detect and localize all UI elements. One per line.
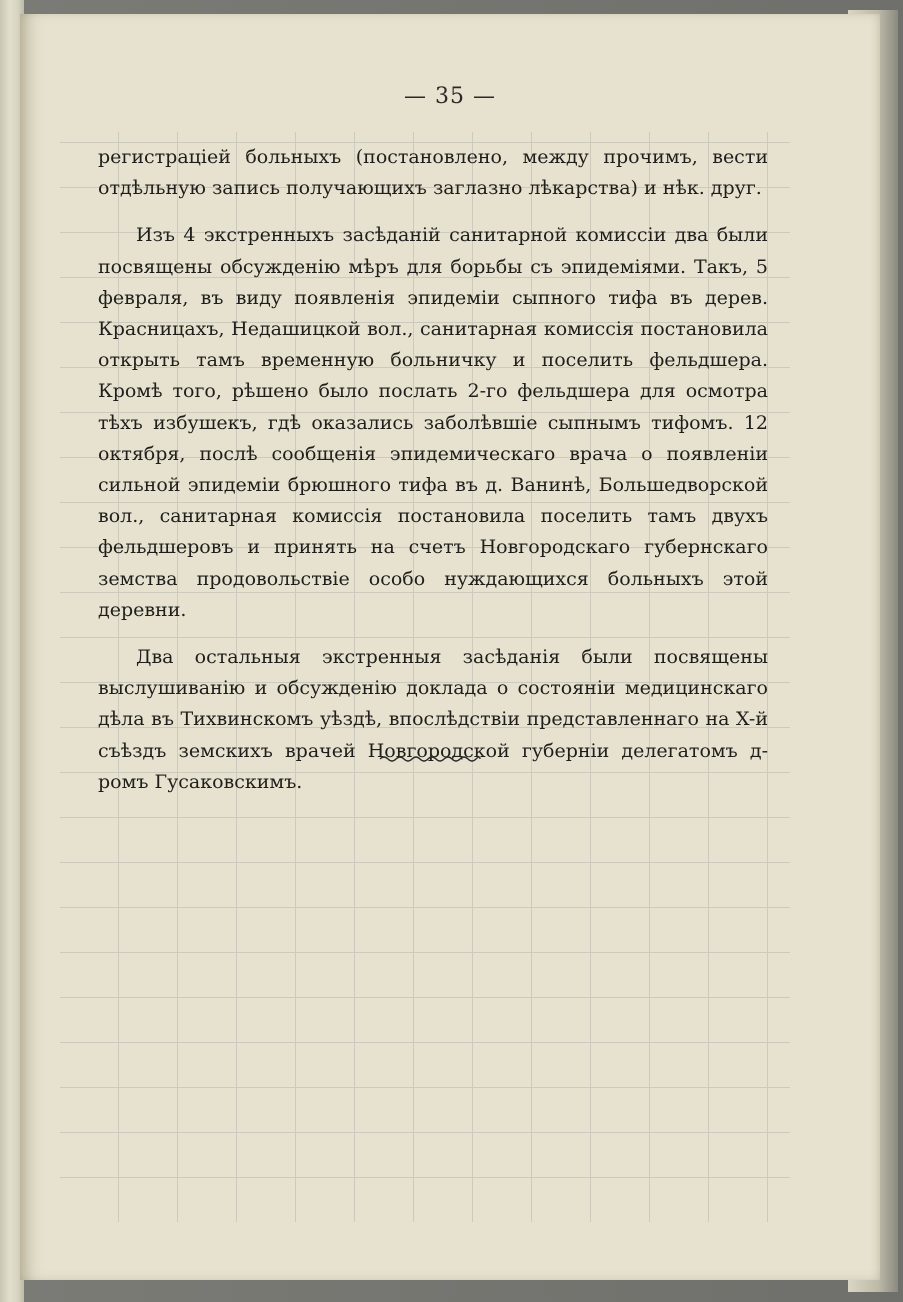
page-number: — 35 — bbox=[404, 84, 496, 109]
paragraph-report-meetings: Два остальныя экстренныя засѣданія были посвящены выслушиванію и обсужденію доклада о состояніи медицинскаго дѣла въ Тихвинскомъ уѣздѣ, впослѣдствіи представленнаго на X-й съѣздъ земскихъ врачей Новгородской губерніи делегатомъ д-ромъ Гусаковскимъ. bbox=[98, 646, 768, 793]
book-page bbox=[20, 14, 880, 1280]
body-text bbox=[98, 142, 768, 814]
wavy-divider-ornament bbox=[378, 754, 482, 764]
paragraph-extraordinary-meetings: Изъ 4 экстренныхъ засѣданій санитарной комиссіи два были посвящены обсужденію мѣръ для борьбы съ эпидеміями. Такъ, 5 февраля, въ виду появленія эпидеміи сыпного тифа въ дерев. Красницахъ, Недашицкой вол., санитарная комиссія постановила открыть тамъ временную больничку и поселить фельдшера. Кромѣ того, рѣшено было послать 2-го фельдшера для осмотра тѣхъ избушекъ, гдѣ оказались заболѣвшіе сыпнымъ тифомъ. 12 октября, послѣ сообщенія эпидемическаго врача о появленіи сильной эпидеміи брюшного тифа въ д. Ванинѣ, Большедворской вол., санитарная комиссія постановила поселить тамъ двухъ фельдшеровъ и принять на счетъ Новгородскаго губернскаго земства продовольствіе особо нуждающихся больныхъ этой деревни. bbox=[98, 224, 768, 621]
paragraph-continuation: регистраціей больныхъ (постановлено, между прочимъ, вести отдѣльную запись получающихъ заглазно лѣкарства) и нѣк. друг. bbox=[98, 146, 768, 200]
